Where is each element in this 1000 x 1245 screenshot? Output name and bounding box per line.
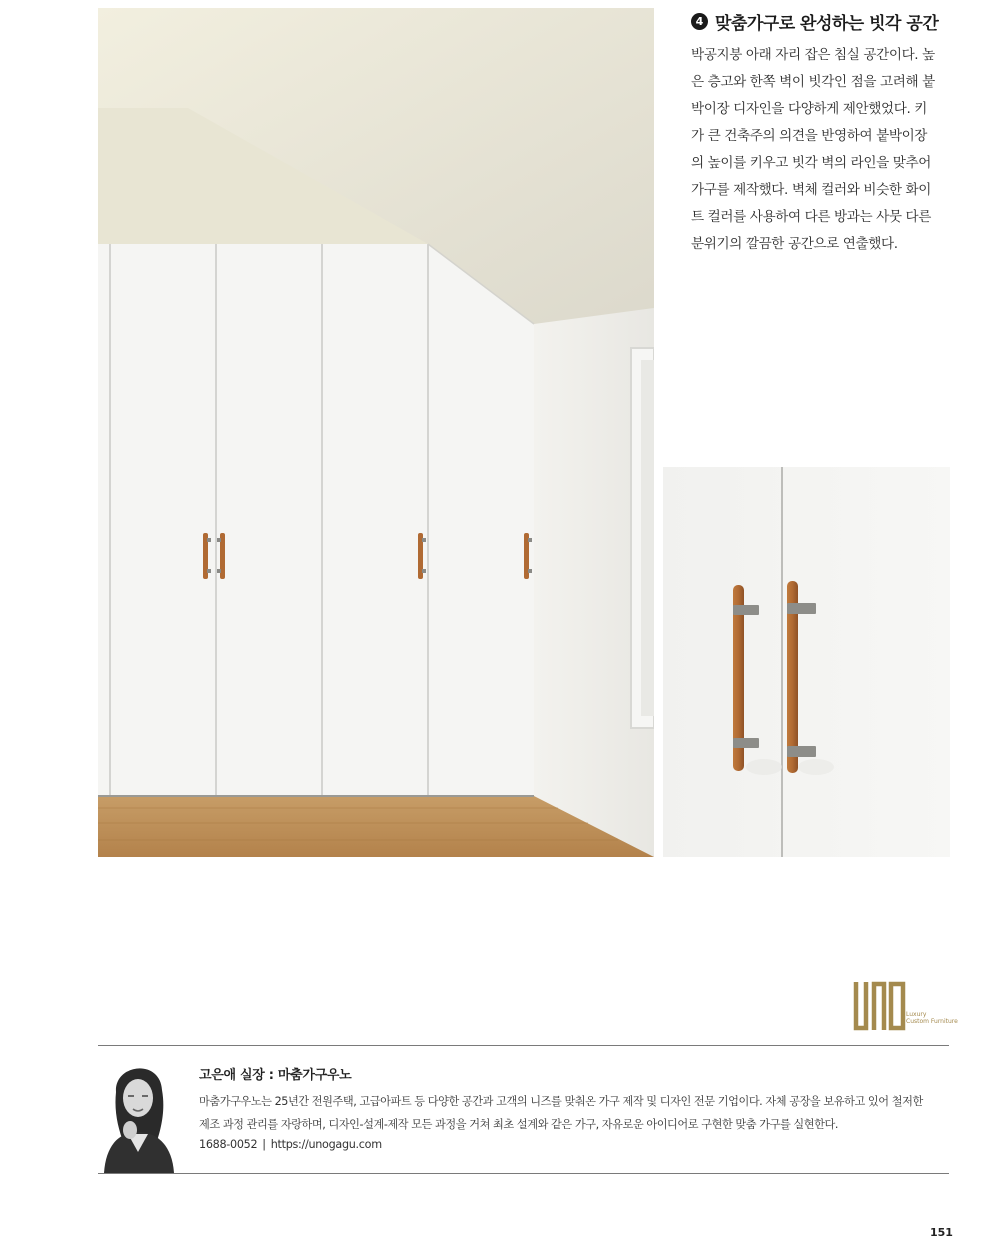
uno-logo xyxy=(852,978,952,1034)
section-number-badge: 4 xyxy=(691,13,708,30)
window-recess xyxy=(641,360,654,716)
author-portrait xyxy=(98,1052,180,1173)
divider xyxy=(98,1045,949,1046)
body-line: 분위기의 깔끔한 공간으로 연출했다. xyxy=(691,236,898,252)
section-heading xyxy=(691,8,961,34)
description-line: 마춤가구우노는 25년간 전원주택, 고급아파트 등 다양한 공간과 고객의 니즈를 맞춰온 가구 제작 및 디자인 전문 기업이다. 자체 공장을 보유하고 있어 철저한 xyxy=(199,1095,923,1108)
page-number: 151 xyxy=(930,1226,953,1239)
contact-separator: | xyxy=(262,1138,266,1151)
body-line: 트 컬러를 사용하여 다른 방과는 사뭇 다른 xyxy=(691,209,931,225)
author-description xyxy=(199,1090,951,1136)
phone-number: 1688-0052 xyxy=(199,1138,258,1151)
body-line: 박이장 디자인을 다양하게 제안했었다. 키 xyxy=(691,101,928,117)
logo-tagline-line: Custom Furniture xyxy=(906,1018,958,1025)
article-body xyxy=(691,42,949,258)
wardrobe-illustration xyxy=(98,8,654,857)
body-line: 박공지붕 아래 자리 잡은 침실 공간이다. 높 xyxy=(691,47,935,63)
body-line: 의 높이를 키우고 빗각 벽의 라인을 맞추어 xyxy=(691,155,931,171)
logo-tagline-line: Luxury xyxy=(906,1011,927,1018)
handle-detail-illustration xyxy=(663,467,950,857)
body-line: 가 큰 건축주의 의견을 반영하여 붙박이장 xyxy=(691,128,928,144)
contact-info xyxy=(199,1136,382,1154)
description-line: 제조 과정 관리를 자랑하며, 디자인-설계-제작 모든 과정을 거쳐 최초 설계와 같은 가구, 자유로운 아이디어로 구현한 맞춤 가구를 실현한다. xyxy=(199,1118,838,1131)
author-photo-illustration xyxy=(98,1052,180,1173)
divider xyxy=(98,1173,949,1174)
wardrobe-photo xyxy=(98,8,654,857)
wardrobe-body xyxy=(98,244,534,796)
section-title: 맞춤가구로 완성하는 빗각 공간 xyxy=(715,13,939,34)
website-link[interactable]: https://unogagu.com xyxy=(270,1138,382,1151)
uno-logo-mark xyxy=(852,978,908,1034)
handle-detail-photo xyxy=(663,467,950,857)
body-line: 가구를 제작했다. 벽체 컬러와 비슷한 화이 xyxy=(691,182,931,198)
door-surface xyxy=(663,467,950,857)
author-name: 고은애 실장 : 마춤가구우노 xyxy=(199,1068,352,1083)
body-line: 은 층고와 한쪽 벽이 빗각인 점을 고려해 붙 xyxy=(691,74,935,90)
logo-tagline xyxy=(906,1011,958,1025)
